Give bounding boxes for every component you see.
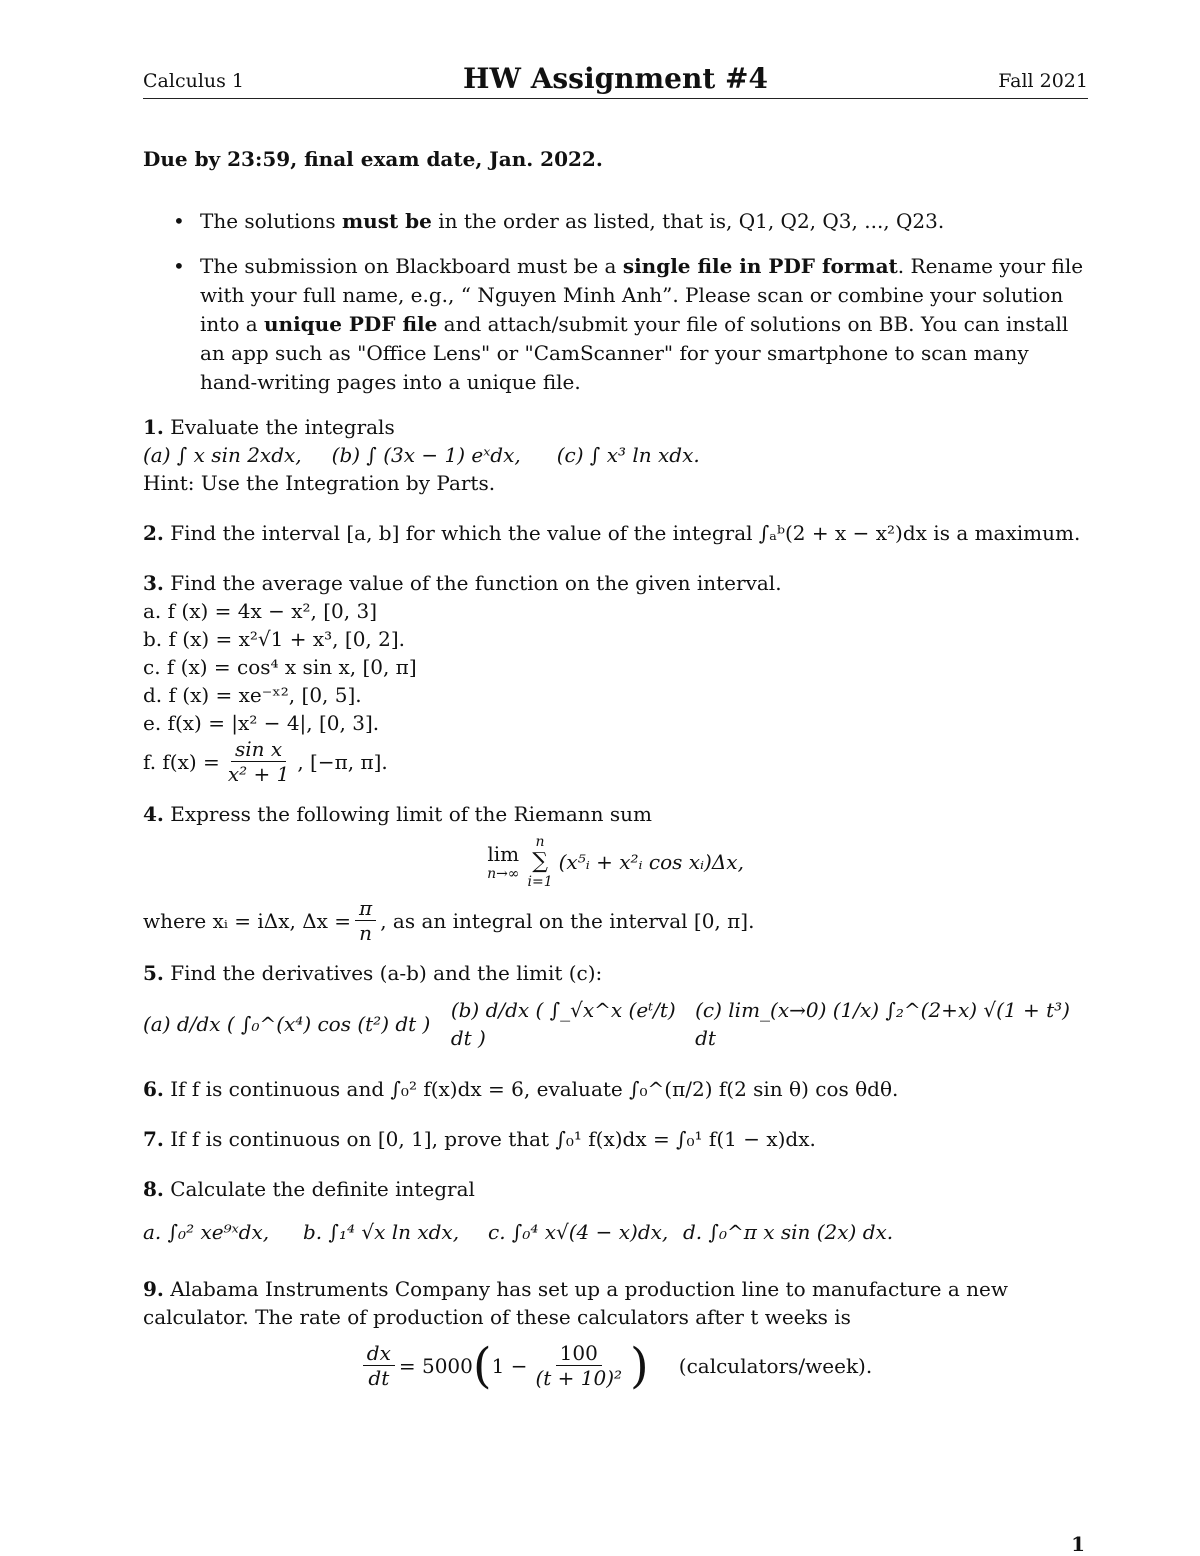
instruction-text: The submission on Blackboard must be a [200, 254, 623, 278]
question-7 [143, 1125, 1088, 1153]
q4-interval: , as an integral on the interval [0, π]. [380, 908, 755, 933]
q5-part-a: (a) d/dx ( ∫₀^(x⁴) cos (t²) dt ) [143, 1012, 431, 1036]
sigma-icon: ∑ [532, 849, 548, 874]
question-number: 8. [143, 1177, 164, 1201]
q1-part-b: (b) ∫ (3x − 1) eˣdx, [331, 443, 521, 467]
limit-operator [487, 842, 519, 882]
question-1 [143, 413, 1088, 497]
due-date: Due by 23:59, final exam date, Jan. 2022. [143, 147, 603, 171]
q3-item-e: e. f(x) = |x² − 4|, [0, 3]. [143, 711, 380, 735]
fraction [224, 737, 294, 786]
q3-item-d: d. f (x) = xe⁻ˣ², [0, 5]. [143, 683, 362, 707]
question-text: Calculate the definite integral [163, 1177, 475, 1201]
sum-upper: n [535, 834, 545, 850]
bullet-icon: • [173, 254, 185, 278]
left-paren-icon: ( [472, 1337, 492, 1394]
instruction-text: and attach/submit your file of solutions on BB. You can install an app such as "Office Lens" or "CamScanner" for your smartphone to scan many hand-writing pages into a unique file. [200, 312, 1069, 394]
q3-item-b: b. f (x) = x²√1 + x³, [0, 2]. [143, 627, 406, 651]
question-text: Find the interval [a, b] for which the value of the integral ∫ₐᵇ(2 + x − x²)dx is a maximum. [163, 521, 1081, 545]
question-text: If f is continuous and ∫₀² f(x)dx = 6, evaluate ∫₀^(π/2) f(2 sin θ) cos θdθ. [163, 1077, 899, 1101]
q8-part-a: a. ∫₀² xe⁹ˣdx, [143, 1220, 270, 1244]
instruction-text: in the order as listed, that is, Q1, Q2, Q3, ..., Q23. [431, 209, 945, 233]
fraction-denominator: (t + 10)² [535, 1366, 623, 1390]
q8-part-c: c. ∫₀⁴ x√(4 − x)dx, [488, 1220, 669, 1244]
fraction [355, 896, 376, 945]
fraction-denominator: n [359, 921, 373, 945]
bullet-icon: • [173, 209, 185, 233]
q3-item-f [143, 737, 1088, 786]
fraction-numerator: π [355, 896, 376, 921]
assignment-title: HW Assignment #4 [463, 62, 768, 95]
instruction-text: The solutions [200, 209, 342, 233]
term: Fall 2021 [998, 70, 1088, 92]
q8-part-b: b. ∫₁⁴ √x ln xdx, [303, 1220, 460, 1244]
question-number: 3. [143, 571, 164, 595]
question-text: Express the following limit of the Riemann sum [163, 802, 653, 826]
fraction [363, 1341, 395, 1390]
q4-where: where xᵢ = iΔx, Δx = [143, 908, 352, 933]
question-number: 1. [143, 415, 164, 439]
fraction-numerator: dx [363, 1341, 395, 1366]
q5-part-b: (b) d/dx ( ∫_√x^x (eᵗ/t) dt ) [450, 998, 676, 1050]
question-8 [143, 1175, 1088, 1261]
q1-part-a: (a) ∫ x sin 2xdx, [143, 443, 302, 467]
page-header [143, 62, 1088, 99]
document-page [143, 62, 1088, 1394]
question-4 [143, 800, 1088, 945]
riemann-sum [143, 834, 1088, 890]
fraction-numerator: 100 [556, 1341, 602, 1366]
q1-part-c: (c) ∫ x³ ln xdx. [556, 443, 700, 467]
instructions-list [143, 207, 1088, 397]
limit-word: lim [487, 842, 520, 866]
production-rate-equation [143, 1337, 1088, 1394]
sum-operator [527, 834, 552, 890]
instruction-emphasis: must be [341, 209, 432, 233]
page-number: 1 [1071, 1532, 1085, 1556]
question-text: Evaluate the integrals [163, 415, 395, 439]
fraction [531, 1341, 626, 1390]
question-6 [143, 1075, 1088, 1103]
sum-body: (x⁵ᵢ + x²ᵢ cos xᵢ)Δx, [558, 850, 744, 874]
question-3 [143, 569, 1088, 786]
question-text: Find the derivatives (a-b) and the limit (c): [163, 961, 603, 985]
instruction-emphasis: single file in PDF format [622, 254, 898, 278]
question-number: 6. [143, 1077, 164, 1101]
question-number: 5. [143, 961, 164, 985]
course-name: Calculus 1 [143, 70, 245, 92]
sum-lower: i=1 [527, 874, 553, 890]
instruction-emphasis: unique PDF file [264, 312, 438, 336]
equation-term: 1 − [491, 1353, 528, 1378]
question-2 [143, 519, 1088, 547]
right-paren-icon: ) [630, 1337, 649, 1394]
equation-units: (calculators/week). [678, 1353, 873, 1378]
q3-f-label: f. f(x) = [143, 749, 220, 774]
q5-part-c: (c) lim_(x→0) (1/x) ∫₂^(2+x) √(1 + t³) dt [695, 998, 1070, 1050]
q3-item-c: c. f (x) = cos⁴ x sin x, [0, π] [143, 655, 417, 679]
q3-item-a: a. f (x) = 4x − x², [0, 3] [143, 599, 378, 623]
question-text: Find the average value of the function on the given interval. [163, 571, 782, 595]
limit-subscript: n→∞ [487, 866, 520, 882]
question-number: 7. [143, 1127, 164, 1151]
question-number: 2. [143, 521, 164, 545]
q3-f-interval: , [−π, π]. [297, 749, 388, 774]
instruction-text: . Rename your file with your full name, e.g., “ Nguyen Minh Anh”. Please scan or combine your solution into a [200, 254, 1084, 336]
question-text: Alabama Instruments Company has set up a production line to manufacture a new calculator. The rate of production of these calculators after t weeks is [143, 1277, 1008, 1329]
question-number: 4. [143, 802, 164, 826]
question-text: If f is continuous on [0, 1], prove that ∫₀¹ f(x)dx = ∫₀¹ f(1 − x)dx. [163, 1127, 816, 1151]
fraction-denominator: x² + 1 [227, 762, 290, 786]
instruction-item [143, 207, 1088, 236]
equation-constant: = 5000 [398, 1353, 473, 1378]
q1-hint: Hint: Use the Integration by Parts. [143, 471, 496, 495]
instruction-item [143, 252, 1088, 397]
q8-part-d: d. ∫₀^π x sin (2x) dx. [683, 1220, 894, 1244]
fraction-denominator: dt [368, 1366, 390, 1390]
question-9 [143, 1275, 1088, 1394]
fraction-numerator: sin x [231, 737, 286, 762]
question-5 [143, 959, 1088, 1061]
question-number: 9. [143, 1277, 164, 1301]
